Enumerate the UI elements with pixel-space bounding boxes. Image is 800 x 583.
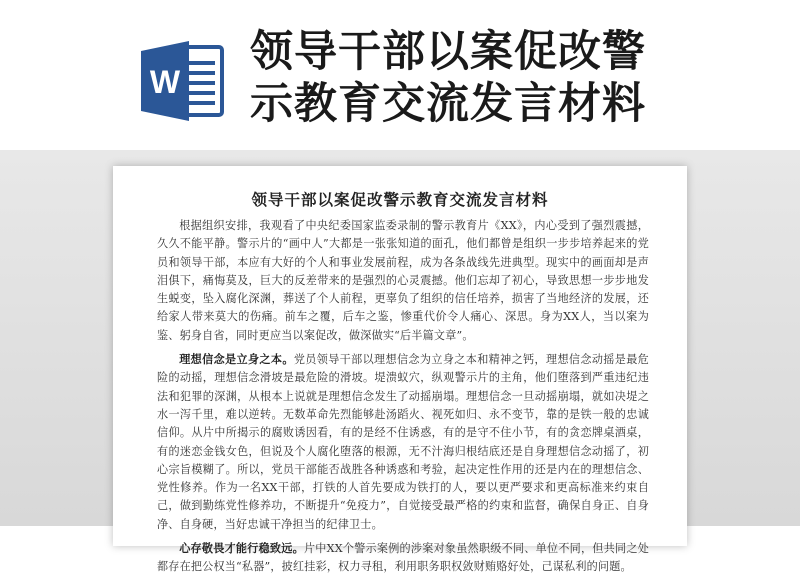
header-banner bbox=[0, 0, 800, 150]
word-icon-letter: W bbox=[149, 64, 181, 100]
paragraph-2 bbox=[157, 351, 649, 534]
paragraph-3-text: 片中XX个警示案例的涉案对象虽然职级不同、单位不同，但共同之处都存在把公权当“私器”，披红挂彩，权力寻租，利用职务职权敛财贿赂好处，己谋私利的问题。 bbox=[157, 542, 650, 574]
page-title bbox=[250, 26, 790, 130]
paragraph-2-text: 党员领导干部以理想信念为立身之本和精神之钙，理想信念动摇是最危险的动摇，理想信念滑坡是最危险的滑坡。堤溃蚁穴，纵观警示片的主角，他们堕落到严重违纪违法和犯罪的深渊，从根本上说就是理想信念发生了动摇崩塌。理想信念一旦动摇崩塌，就如决堤之水一泻千里，难以逆转。无数革命先烈能够赴汤蹈火、视死如归、永不变节，靠的是铁一般的忠诚信仰。从片中所揭示的腐败诱因看，有的是经不住诱惑，有的是守不住小节，有的贪恋牌桌酒桌，有的迷恋金钱女色，但说及个人腐化堕落的根源，无不汁海归根结底还是自身理想信念动摇了，初心宗旨模糊了。所以，党员干部能否战胜各种诱惑和考验，起决定性作用的还是内在的理想信念、党性修养。作为一名XX干部，打铁的人首先要成为铁打的人，要以更严要求和更高标准来约束自己，做到勤练党性修养功，不断提升“免疫力”，自觉接受最严格的约束和监督，确保自身正、自身净、自身硬，当好忠诚干净担当的纪律卫士。 bbox=[157, 353, 649, 531]
word-document-icon bbox=[137, 35, 227, 125]
paragraph-1-text: 根据组织安排，我观看了中央纪委国家监委录制的警示教育片《XX》，内心受到了强烈震撼，久久不能平静。警示片的“画中人”大都是一张张知道的面孔，他们都曾是组织一步步培养起来的党员和领导干部，本应有大好的个人和事业发展前程，成为各条战线先进典型。现实中的画面却是声泪俱下，痛悔莫及，巨大的反差带来的是强烈的心灵震撼。他们忘却了初心，导致思想一步步地发生蜕变，坠入腐化深渊，葬送了个人前程，更辜负了组织的信任培养，损害了当地经济的发展，还给家人带来莫大的伤痛。前车之覆，后车之鉴，惨重代价令人痛心、深思。身为XX人，当以案为鉴、躬身自省，同时更应当以案促改，做深做实“后半篇文章”。 bbox=[157, 219, 649, 342]
page-title-line-2: 示教育交流发言材料 bbox=[250, 79, 646, 129]
document-page bbox=[113, 166, 687, 574]
paragraph-2-lead: 理想信念是立身之本。 bbox=[179, 353, 294, 367]
paragraph-3 bbox=[157, 540, 649, 577]
document-title: 领导干部以案促改警示教育交流发言材料 bbox=[251, 190, 549, 209]
paragraph-3-lead: 心存敬畏才能行稳致远。 bbox=[179, 542, 304, 556]
page-title-line-1: 领导干部以案促改警 bbox=[250, 27, 646, 77]
paragraph-1 bbox=[157, 217, 649, 345]
document-body bbox=[157, 217, 649, 583]
